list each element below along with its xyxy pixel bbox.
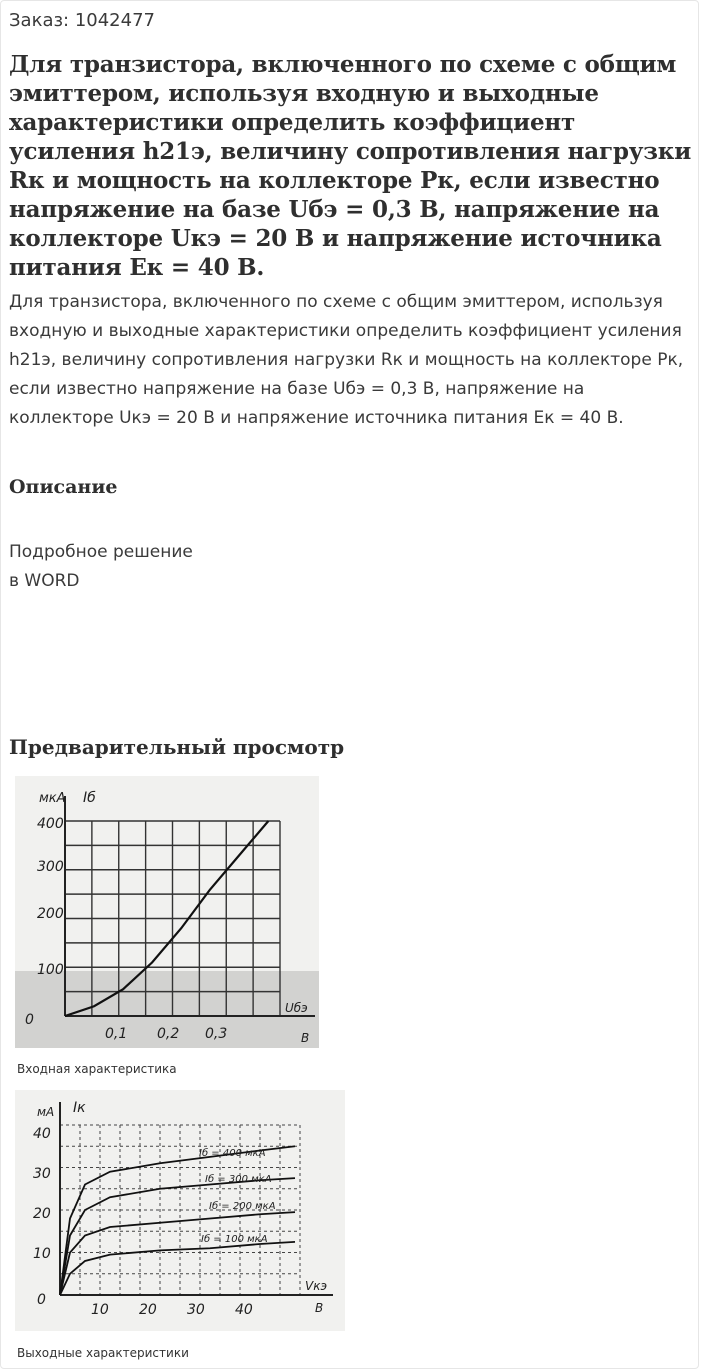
y-axis-unit: мкА xyxy=(39,791,66,806)
order-number: Заказ: 1042477 xyxy=(9,10,155,31)
page-title: Для транзистора, включенного по схеме с общим эмиттером, используя входную и выходные характеристики определить коэффициент усиления h21э, величину сопротивления нагрузки Rк и мощность на коллекторе Рк, если известно напряжение на базе Uбэ = 0,3 В, напряжение на коллекторе Uкэ = 20 В и напряжение источника питания Ек = 40 В. xyxy=(9,51,692,281)
x-tick-label: 30 xyxy=(187,1302,205,1318)
x-tick-label: 10 xyxy=(91,1302,109,1318)
y-tick-label: 40 xyxy=(33,1126,51,1142)
y-tick-label: 100 xyxy=(37,962,64,978)
x-tick-label: 0,3 xyxy=(205,1026,228,1042)
output-characteristics-image[interactable] xyxy=(15,1090,345,1331)
curve-label: Iб = 300 мкА xyxy=(205,1174,272,1185)
solution-note-line: в WORD xyxy=(9,571,80,591)
x-axis-unit: В xyxy=(301,1031,310,1045)
y-tick-label: 10 xyxy=(33,1246,51,1262)
x-axis-name: Vкэ xyxy=(305,1279,328,1293)
x-tick-label: 20 xyxy=(139,1302,157,1318)
curve-label: Iб = 200 мкА xyxy=(209,1201,276,1212)
preview-heading: Предварительный просмотр xyxy=(9,735,345,759)
y-tick-label: 0 xyxy=(25,1012,34,1028)
x-tick-label: 0,2 xyxy=(157,1026,180,1042)
y-tick-label: 400 xyxy=(37,816,64,832)
input-figure-caption: Входная характеристика xyxy=(17,1062,177,1076)
output-figure-caption: Выходные характеристики xyxy=(17,1346,189,1360)
x-tick-label: 0,1 xyxy=(105,1026,128,1042)
y-axis-name: Iк xyxy=(73,1100,86,1116)
y-tick-label: 0 xyxy=(37,1292,46,1308)
curve-label: Iб = 100 мкА xyxy=(201,1234,268,1245)
y-tick-label: 20 xyxy=(33,1206,51,1222)
solution-note xyxy=(9,538,193,596)
input-characteristic-chart xyxy=(15,776,319,1048)
input-characteristic-image[interactable] xyxy=(15,776,319,1048)
chart-grid xyxy=(60,1102,333,1295)
y-tick-label: 200 xyxy=(37,906,64,922)
x-axis-name: Uбэ xyxy=(285,1001,308,1015)
x-tick-label: 40 xyxy=(235,1302,253,1318)
y-tick-label: 30 xyxy=(33,1166,51,1182)
description-heading: Описание xyxy=(9,476,118,498)
y-tick-label: 300 xyxy=(37,859,64,875)
curve-label: Iб = 400 мкА xyxy=(199,1148,266,1159)
output-characteristics-chart xyxy=(15,1090,345,1331)
y-axis-unit: мА xyxy=(37,1105,55,1119)
y-axis-name: Iб xyxy=(83,790,96,806)
solution-note-line: Подробное решение xyxy=(9,542,193,562)
x-axis-unit: В xyxy=(315,1301,324,1315)
task-description: Для транзистора, включенного по схеме с общим эмиттером, используя входную и выходные характеристики определить коэффициент усиления h21э, величину сопротивления нагрузки Rк и мощность на коллекторе Рк, если известно напряжение на базе Uбэ = 0,3 В, напряжение на коллекторе Uкэ = 20 В и напряжение источника питания Ек = 40 В. xyxy=(9,292,684,428)
